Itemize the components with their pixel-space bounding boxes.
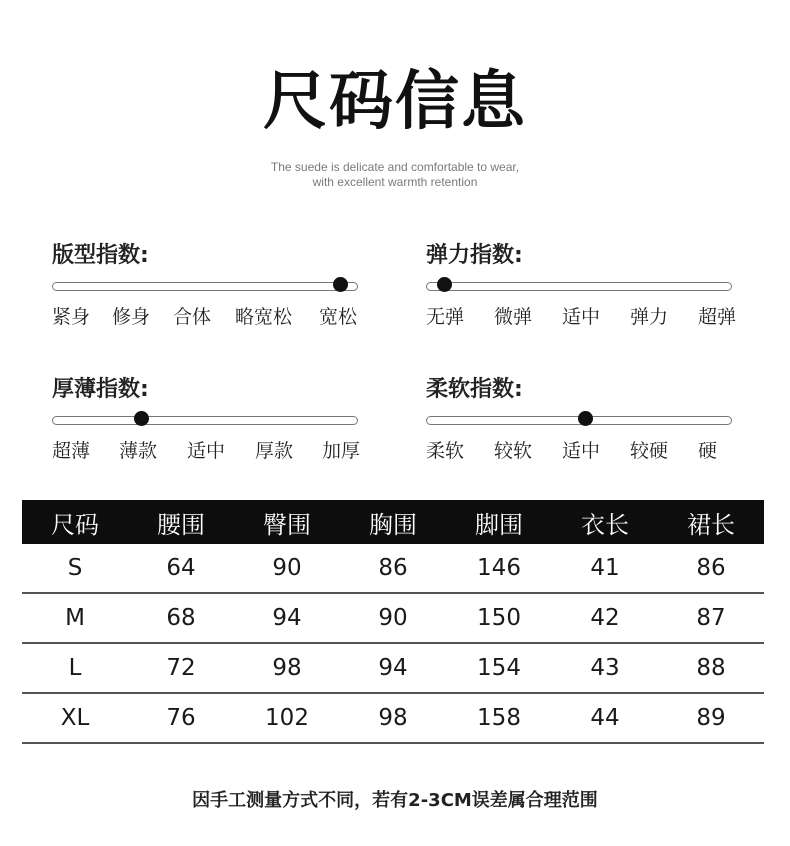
header-skirt-length: 裙长	[658, 500, 764, 544]
elasticity-index-options	[426, 302, 756, 330]
table-cell: 41	[552, 544, 658, 593]
thickness-index-track	[52, 416, 358, 425]
fit-index-marker	[333, 277, 348, 292]
softness-index-label: 柔软指数:	[426, 377, 523, 402]
fit-option: 修身	[112, 306, 151, 328]
subtitle	[0, 160, 790, 190]
thickness-index-marker	[134, 411, 149, 426]
header-top-length: 衣长	[552, 500, 658, 544]
table-cell: 64	[128, 544, 234, 593]
page-title: 尺码信息	[263, 65, 527, 139]
softness-index	[426, 374, 746, 462]
table-cell: 98	[340, 693, 446, 743]
table-cell: 90	[234, 544, 340, 593]
elasticity-index	[426, 240, 746, 328]
thickness-index	[52, 374, 372, 462]
measurement-note: 因手工测量方式不同，若有2-3CM误差属合理范围	[192, 790, 598, 811]
table-cell: L	[22, 643, 128, 693]
table-row	[22, 593, 764, 643]
table-cell: 86	[340, 544, 446, 593]
thickness-option: 加厚	[322, 440, 361, 462]
table-cell: 94	[234, 593, 340, 643]
header-hip: 臀围	[234, 500, 340, 544]
subtitle-line-1: The suede is delicate and comfortable to wear,	[270, 160, 520, 174]
table-cell: 150	[446, 593, 552, 643]
fit-option: 合体	[173, 306, 212, 328]
table-row	[22, 544, 764, 593]
softness-option: 硬	[698, 440, 718, 462]
fit-option: 略宽松	[235, 306, 293, 328]
table-cell: S	[22, 544, 128, 593]
fit-option: 宽松	[319, 306, 358, 328]
thickness-option: 厚款	[255, 440, 294, 462]
elasticity-option: 弹力	[630, 306, 669, 328]
table-cell: XL	[22, 693, 128, 743]
softness-option: 适中	[562, 440, 601, 462]
elasticity-option: 微弹	[494, 306, 533, 328]
subtitle-line-2: with excellent warmth retention	[312, 175, 478, 189]
table-cell: 72	[128, 643, 234, 693]
header-hem: 脚围	[446, 500, 552, 544]
size-table-header	[22, 500, 764, 544]
table-cell: 89	[658, 693, 764, 743]
header-chest: 胸围	[340, 500, 446, 544]
table-cell: 158	[446, 693, 552, 743]
elasticity-option: 无弹	[426, 306, 465, 328]
elasticity-index-track	[426, 282, 732, 291]
table-cell: 68	[128, 593, 234, 643]
fit-option: 紧身	[52, 306, 91, 328]
table-cell: 94	[340, 643, 446, 693]
thickness-option: 薄款	[119, 440, 158, 462]
thickness-index-options	[52, 436, 382, 464]
table-cell: M	[22, 593, 128, 643]
table-cell: 98	[234, 643, 340, 693]
table-cell: 154	[446, 643, 552, 693]
softness-option: 柔软	[426, 440, 465, 462]
softness-index-options	[426, 436, 756, 464]
table-row	[22, 693, 764, 743]
fit-index	[52, 240, 372, 328]
table-cell: 87	[658, 593, 764, 643]
thickness-option: 适中	[187, 440, 226, 462]
table-cell: 76	[128, 693, 234, 743]
table-cell: 146	[446, 544, 552, 593]
elasticity-option: 适中	[562, 306, 601, 328]
header-size: 尺码	[22, 500, 128, 544]
table-cell: 102	[234, 693, 340, 743]
fit-index-label: 版型指数:	[52, 243, 149, 268]
size-table	[22, 500, 764, 744]
header-waist: 腰围	[128, 500, 234, 544]
table-cell: 44	[552, 693, 658, 743]
softness-option: 较硬	[630, 440, 669, 462]
table-cell: 88	[658, 643, 764, 693]
table-cell: 90	[340, 593, 446, 643]
fit-index-options	[52, 302, 382, 330]
thickness-index-label: 厚薄指数:	[52, 377, 149, 402]
elasticity-index-label: 弹力指数:	[426, 243, 523, 268]
thickness-option: 超薄	[52, 440, 91, 462]
table-row	[22, 643, 764, 693]
table-cell: 43	[552, 643, 658, 693]
table-cell: 86	[658, 544, 764, 593]
softness-option: 较软	[494, 440, 533, 462]
table-cell: 42	[552, 593, 658, 643]
fit-index-track	[52, 282, 358, 291]
elasticity-option: 超弹	[698, 306, 737, 328]
